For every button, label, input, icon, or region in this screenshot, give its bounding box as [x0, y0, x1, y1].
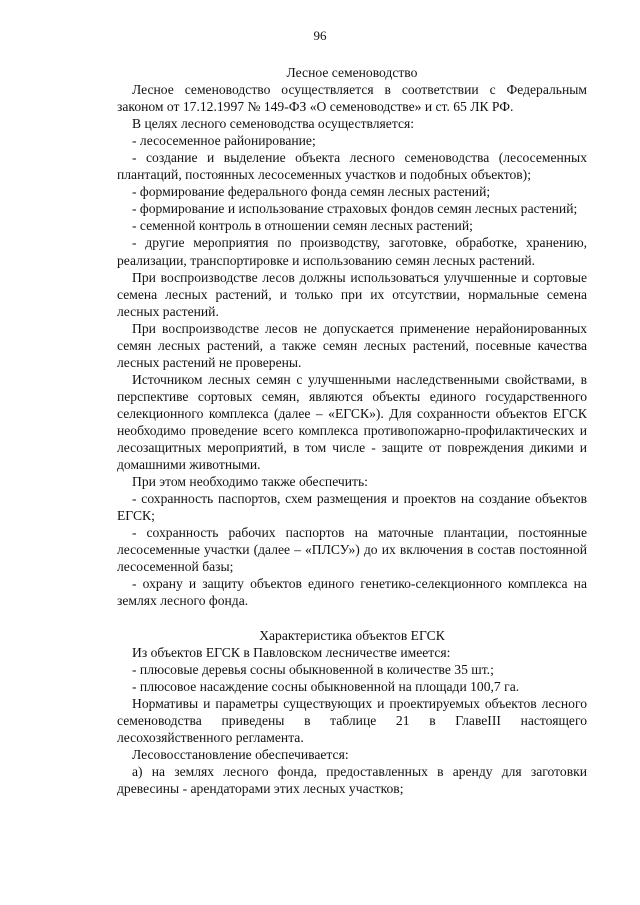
list-item: - лесосеменное районирование;: [132, 133, 316, 149]
list-item: - плюсовые деревья сосны обыкновенной в количестве 35 шт.;: [132, 661, 494, 677]
list-item: - плюсовое насаждение сосны обыкновенной на площади 100,7 га.: [132, 678, 520, 694]
paragraph: Из объектов ЕГСК в Павловском лесничестве имеется:: [132, 644, 451, 660]
list-item: - охрану и защиту объектов единого генетико-селекционного комплекса на землях лесного фонда.: [117, 576, 587, 609]
paragraph: При этом необходимо также обеспечить:: [132, 474, 368, 490]
list-item: а) на землях лесного фонда, предоставленных в аренду для заготовки древесины - арендаторами этих лесных участков;: [117, 763, 587, 796]
section-heading-seed-production: Лесное семеноводство: [286, 65, 418, 80]
list-item: - другие мероприятия по производству, заготовке, обработке, хранению, реализации, транспортировке и использованию семян лесных растений.: [117, 235, 587, 268]
list-item: - семенной контроль в отношении семян лесных растений;: [132, 218, 473, 234]
page-number: 96: [313, 28, 327, 43]
paragraph: Лесное семеноводство осуществляется в соответствии с Федеральным законом от 17.12.1997 № 149-ФЗ «О семеноводстве» и ст. 65 ЛК РФ.: [117, 82, 587, 115]
paragraph: Источником лесных семян с улучшенными наследственными свойствами, в перспективе сортовых семян, являются объекты единого государственного селекционного комплекса (далее – «ЕГСК»). Для сохранности объектов ЕГСК необходимо проведение всего комплекса противопожарно-профилактических и лесозащитных мероприятий, в том числе - защите от повреждения дикими и домашними животными.: [117, 371, 587, 473]
paragraph: Нормативы и параметры существующих и проектируемых объектов лесного семеноводства приведены в таблице 21 в ГлавеIII настоящего лесохозяйственного регламента.: [117, 695, 587, 745]
list-item: - создание и выделение объекта лесного семеноводства (лесосеменных плантаций, постоянных лесосеменных участков и подобных объектов);: [117, 150, 587, 183]
section-heading-egsk: Характеристика объектов ЕГСК: [259, 627, 445, 643]
list-item: - формирование и использование страховых фондов семян лесных растений;: [132, 201, 578, 217]
paragraph: При воспроизводстве лесов не допускается применение нерайонированных семян лесных растений, а также семян лесных растений, посевные качества лесных растений не проверены.: [117, 320, 587, 370]
list-item: - формирование федерального фонда семян лесных растений;: [132, 184, 491, 200]
paragraph: Лесовосстановление обеспечивается:: [132, 746, 349, 762]
list-item: - сохранность паспортов, схем размещения и проектов на создание объектов ЕГСК;: [117, 491, 587, 524]
document-body: [117, 64, 587, 797]
paragraph: В целях лесного семеноводства осуществляется:: [132, 116, 415, 132]
list-item: - сохранность рабочих паспортов на маточные плантации, постоянные лесосеменные участки (далее – «ПЛСУ») до их включения в состав постоянной лесосеменной базы;: [117, 525, 587, 575]
paragraph: При воспроизводстве лесов должны использоваться улучшенные и сортовые семена лесных растений, и только при их отсутствии, нормальные семена лесных растений.: [117, 269, 587, 319]
